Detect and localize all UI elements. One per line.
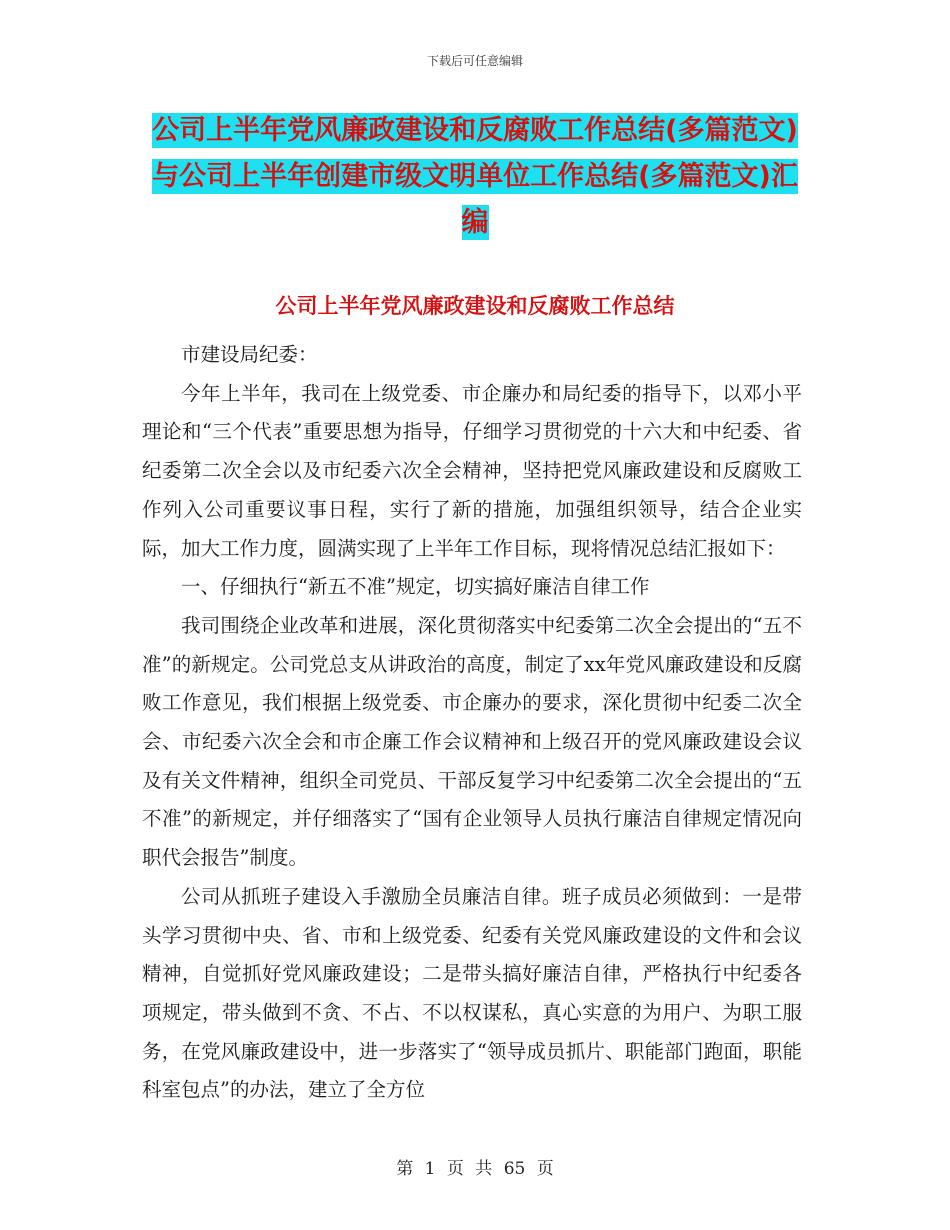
salutation: 市建设局纪委： [181,343,318,366]
page-header-note: 下载后可任意编辑 [426,54,523,68]
section-heading: 一、仔细执行“新五不准”规定，切实搞好廉洁自律工作 [181,575,650,599]
document-title [140,108,810,246]
document-title-text: 公司上半年党风廉政建设和反腐败工作总结(多篇范文)与公司上半年创建市级文明单位工作总结(多篇范文)汇编 [152,115,798,238]
section-title: 公司上半年党风廉政建设和反腐败工作总结 [275,294,675,318]
document-body [142,336,802,1110]
paragraph: 今年上半年，我司在上级党委、市企廉办和局纪委的指导下，以邓小平理论和“三个代表”重要思想为指导，仔细学习贯彻党的十六大和中纪委、省纪委第二次全会以及市纪委六次全会精神，坚持把党风廉政建设和反腐败工作列入公司重要议事日程，实行了新的措施，加强组织领导，结合企业实际，加大工作力度，圆满实现了上半年工作目标，现将情况总结汇报如下： [142,381,802,560]
paragraph: 我司围绕企业改革和进展，深化贯彻落实中纪委第二次全会提出的“五不准”的新规定。公司党总支从讲政治的高度，制定了xx年党风廉政建设和反腐败工作意见，我们根据上级党委、市企廉办的要求，深化贯彻中纪委二次全会、市纪委六次全会和市企廉工作会议精神和上级召开的党风廉政建设会议及有关文件精神，组织全司党员、干部反复学习中纪委第二次全会提出的“五不准”的新规定，并仔细落实了“国有企业领导人员执行廉洁自律规定情况向职代会报告”制度。 [142,613,802,870]
page-footer: 第 1 页 共 65 页 [396,1159,554,1179]
paragraph: 公司从抓班子建设入手激励全员廉洁自律。班子成员必须做到：一是带头学习贯彻中央、省、市和上级党委、纪委有关党风廉政建设的文件和会议精神，自觉抓好党风廉政建设；二是带头搞好廉洁自律，严格执行中纪委各项规定，带头做到不贪、不占、不以权谋私，真心实意的为用户、为职工服务，在党风廉政建设中，进一步落实了“领导成员抓片、职能部门跑面，职能科室包点”的办法，建立了全方位 [142,884,802,1102]
